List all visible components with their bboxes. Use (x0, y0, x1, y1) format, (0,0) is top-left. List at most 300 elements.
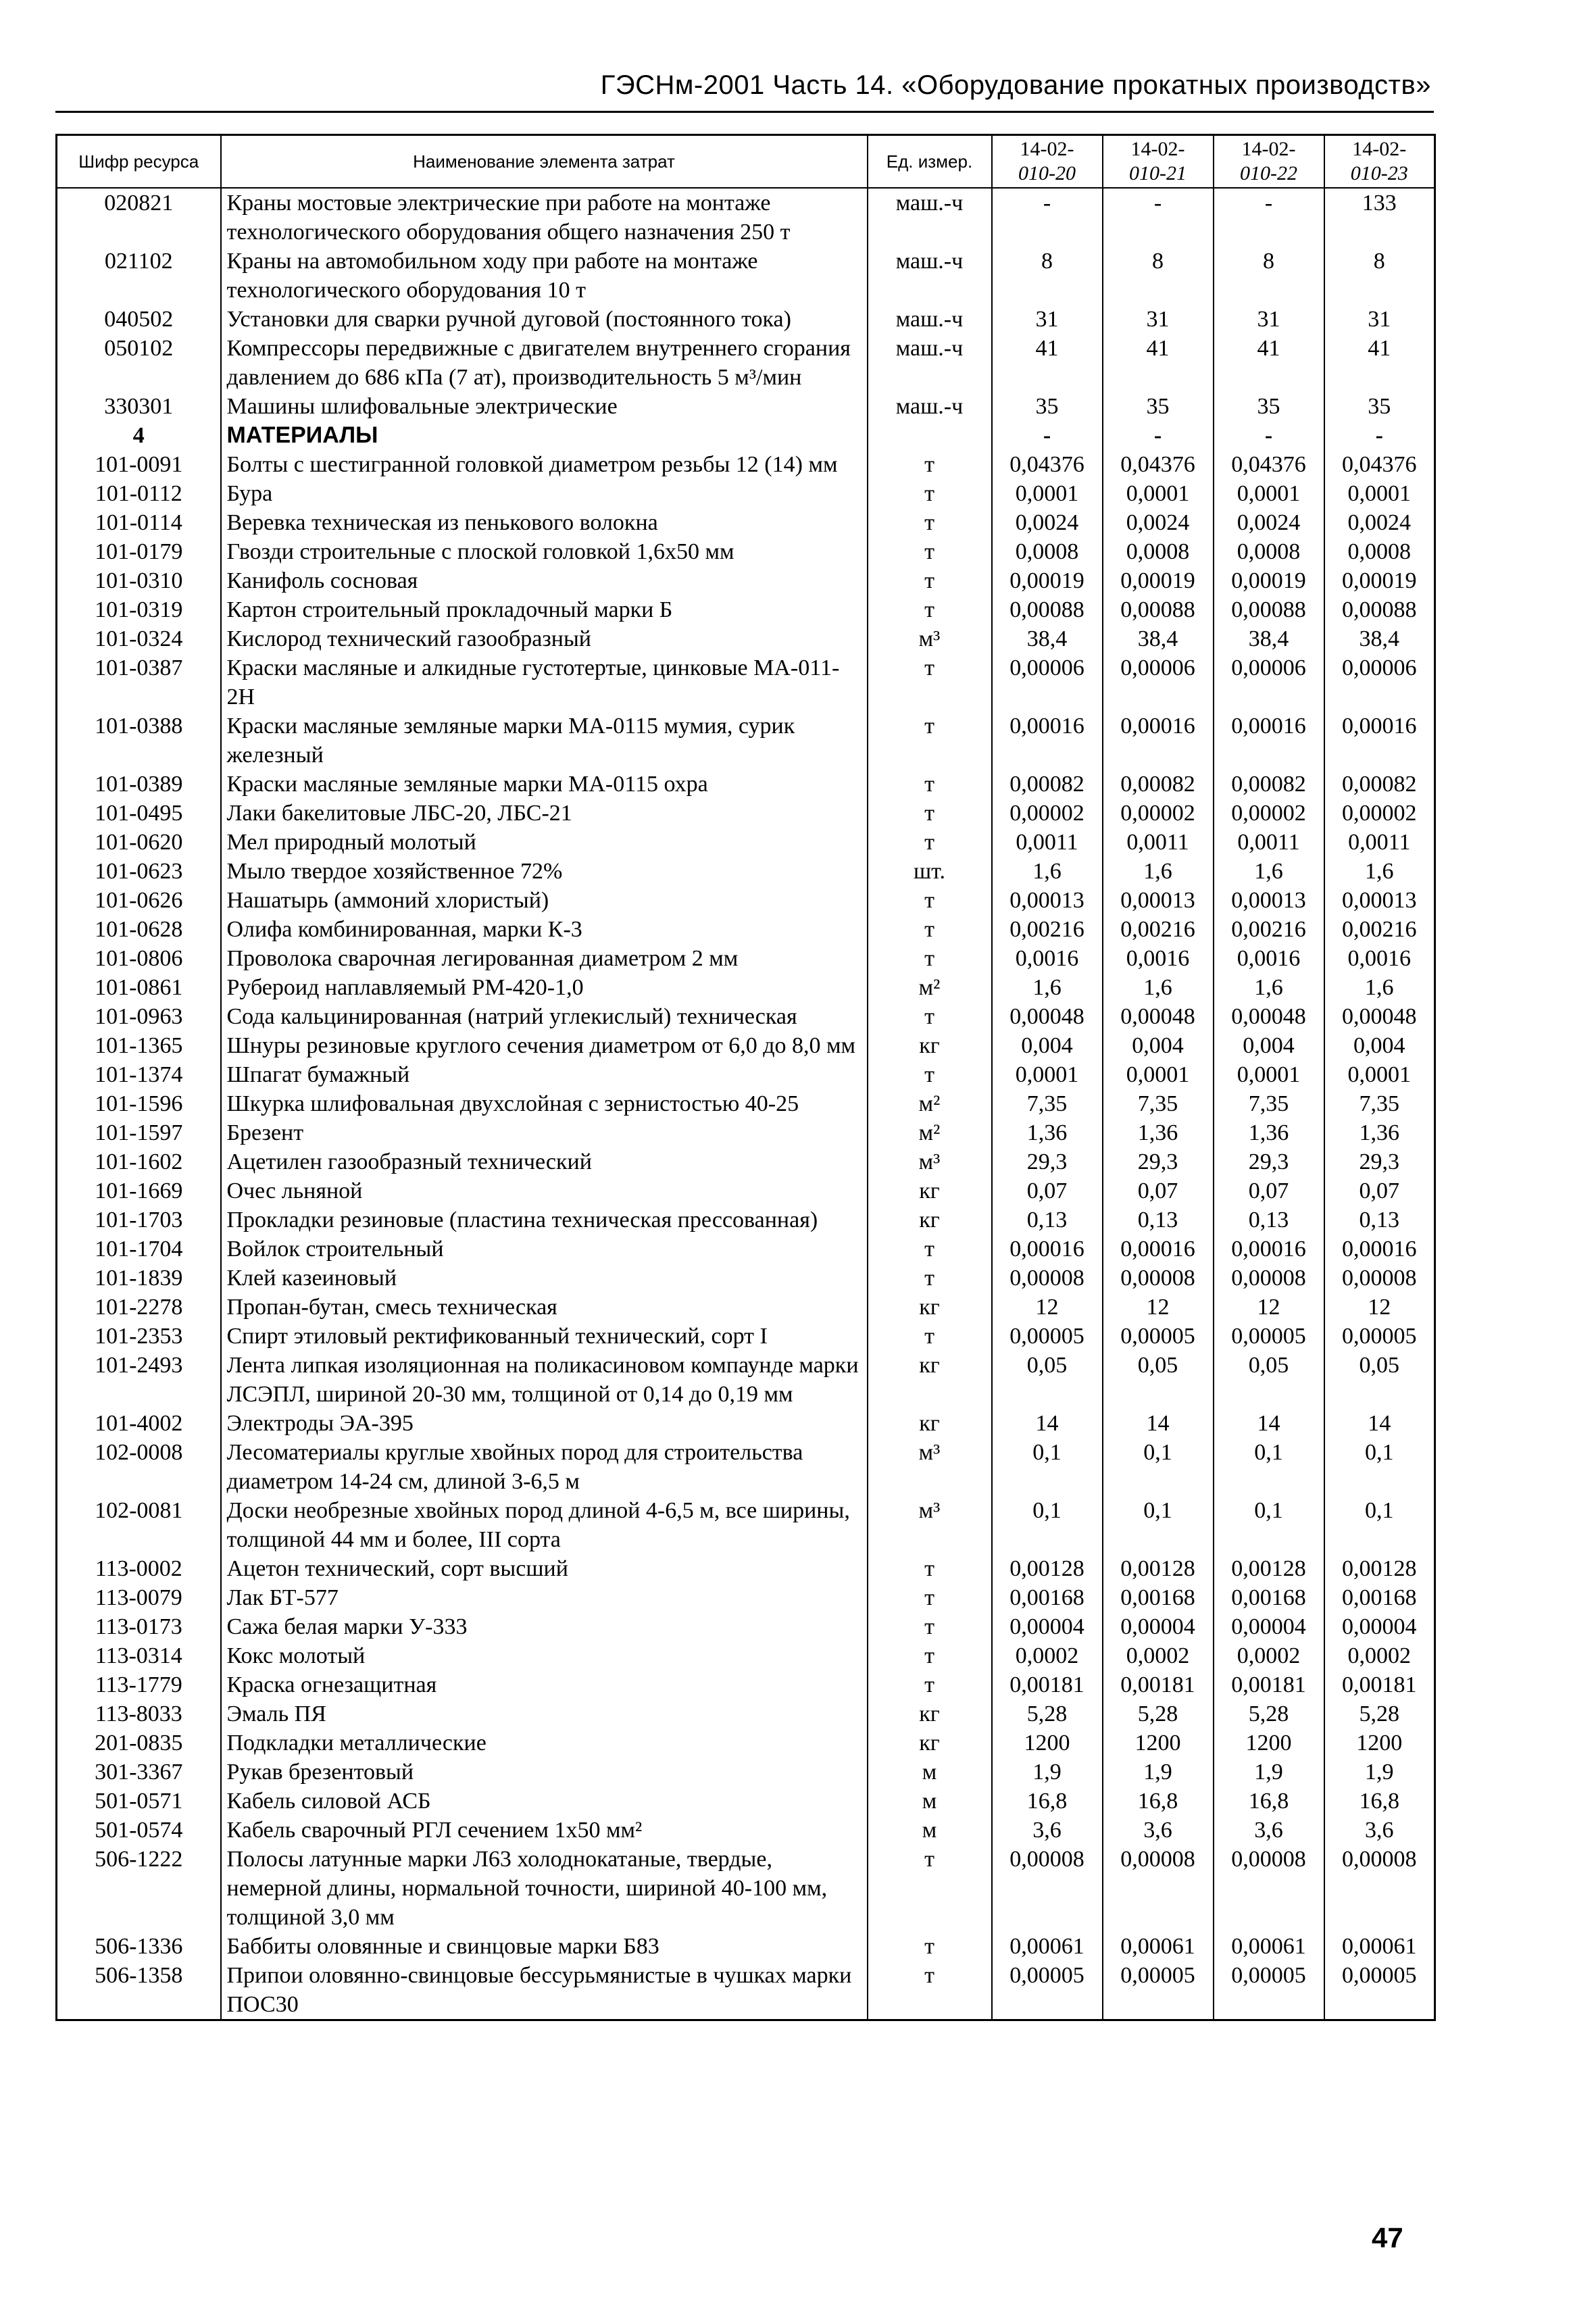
table-row (57, 305, 1435, 334)
cell-010-23: 0,0024 (1324, 508, 1435, 537)
table-row (57, 857, 1435, 886)
cell-010-20: 3,6 (992, 1816, 1103, 1845)
table-row (57, 595, 1435, 624)
cell-010-22: 0,00016 (1214, 1235, 1324, 1264)
cell-010-21: 0,00013 (1103, 886, 1214, 915)
cell-010-20: 0,004 (992, 1031, 1103, 1060)
cell-code: 101-0388 (57, 712, 221, 770)
cell-010-23: 0,1 (1324, 1438, 1435, 1496)
cell-010-22: 29,3 (1214, 1147, 1324, 1176)
cell-010-23: 0,0008 (1324, 537, 1435, 566)
table-row (57, 334, 1435, 392)
cell-010-23: 0,0001 (1324, 1060, 1435, 1089)
cell-010-20: 0,00019 (992, 566, 1103, 595)
cell-010-21: 1,36 (1103, 1118, 1214, 1147)
cell-010-21: 7,35 (1103, 1089, 1214, 1118)
cell-010-22: 3,6 (1214, 1816, 1324, 1845)
cell-010-22: 0,00082 (1214, 770, 1324, 799)
cell-code: 301-3367 (57, 1758, 221, 1787)
table-row (57, 653, 1435, 712)
cell-code: 101-0319 (57, 595, 221, 624)
table-row (57, 1438, 1435, 1496)
table-row (57, 624, 1435, 653)
cell-name: Краски масляные земляные марки МА-0115 охра (221, 770, 868, 799)
cell-010-20: 0,00082 (992, 770, 1103, 799)
cell-name: Лента липкая изоляционная на поликасиновом компаунде марки ЛСЭПЛ, шириной 20-30 мм, толщиной от 0,14 до 0,19 мм (221, 1351, 868, 1409)
table-row (57, 1728, 1435, 1758)
cell-010-21: 0,0001 (1103, 479, 1214, 508)
cell-010-22: 0,13 (1214, 1205, 1324, 1235)
cell-code: 020821 (57, 188, 221, 247)
cell-code: 101-0389 (57, 770, 221, 799)
cell-010-21: 0,04376 (1103, 450, 1214, 479)
cell-code: 101-0806 (57, 944, 221, 973)
cell-010-21: 0,0001 (1103, 1060, 1214, 1089)
cell-name: Болты с шестигранной головкой диаметром резьбы 12 (14) мм (221, 450, 868, 479)
cell-010-21: 0,00128 (1103, 1554, 1214, 1583)
cell-code: 101-1365 (57, 1031, 221, 1060)
cell-code: 101-1597 (57, 1118, 221, 1147)
cell-name: Эмаль ПЯ (221, 1699, 868, 1728)
table-row (57, 1699, 1435, 1728)
cell-name: Кабель сварочный РГЛ сечением 1х50 мм² (221, 1816, 868, 1845)
cell-code: 050102 (57, 334, 221, 392)
cell-code: 101-1703 (57, 1205, 221, 1235)
cell-code: 101-0179 (57, 537, 221, 566)
cell-010-23: 38,4 (1324, 624, 1435, 653)
cell-name: Краны мостовые электрические при работе на монтаже технологического оборудования общего назначения 250 т (221, 188, 868, 247)
cell-010-22: 0,0001 (1214, 1060, 1324, 1089)
cell-010-21: 0,00006 (1103, 653, 1214, 712)
cell-010-20: 16,8 (992, 1787, 1103, 1816)
cell-name: Краски масляные и алкидные густотертые, цинковые МА-011-2Н (221, 653, 868, 712)
cell-010-20: 0,00016 (992, 712, 1103, 770)
cell-010-23: 0,00006 (1324, 653, 1435, 712)
cell-010-23: 14 (1324, 1409, 1435, 1438)
cell-010-22: 0,0008 (1214, 537, 1324, 566)
cell-010-20: 0,1 (992, 1438, 1103, 1496)
cell-name: Кислород технический газообразный (221, 624, 868, 653)
cell-010-21: 0,00181 (1103, 1670, 1214, 1699)
cell-010-22: 1,6 (1214, 857, 1324, 886)
cell-name: Кабель силовой АСБ (221, 1787, 868, 1816)
cell-010-20: 0,00005 (992, 1961, 1103, 2020)
col-header-010-23: 14-02- 010-23 (1324, 135, 1435, 189)
cell-010-21: 0,00008 (1103, 1845, 1214, 1932)
cell-010-22: 0,00004 (1214, 1612, 1324, 1641)
cell-010-20: 0,05 (992, 1351, 1103, 1409)
table-row (57, 1060, 1435, 1089)
cell-010-20: 1,9 (992, 1758, 1103, 1787)
cell-010-23: 0,00181 (1324, 1670, 1435, 1699)
table-row (57, 1264, 1435, 1293)
cell-name: Электроды ЭА-395 (221, 1409, 868, 1438)
cell-unit: т (868, 1612, 992, 1641)
cell-010-23: 0,00088 (1324, 595, 1435, 624)
cell-010-22: 12 (1214, 1293, 1324, 1322)
cell-name: Компрессоры передвижные с двигателем внутреннего сгорания давлением до 686 кПа (7 ат), производительность 5 м³/мин (221, 334, 868, 392)
cell-code: 113-0173 (57, 1612, 221, 1641)
cell-code: 101-0620 (57, 828, 221, 857)
cell-unit: м (868, 1758, 992, 1787)
cell-010-22: 1,6 (1214, 973, 1324, 1002)
cell-010-21: 0,00216 (1103, 915, 1214, 944)
cell-010-22: 0,00005 (1214, 1322, 1324, 1351)
cell-name: Ацетилен газообразный технический (221, 1147, 868, 1176)
cell-code: 101-1839 (57, 1264, 221, 1293)
cell-010-23: 16,8 (1324, 1787, 1435, 1816)
section-row (57, 421, 1435, 450)
cell-010-23: 0,00016 (1324, 712, 1435, 770)
cell-010-23: 0,0002 (1324, 1641, 1435, 1670)
cell-010-23: 0,0011 (1324, 828, 1435, 857)
cell-code: 101-1596 (57, 1089, 221, 1118)
cell-010-21: 0,0016 (1103, 944, 1214, 973)
cell-name: Установки для сварки ручной дуговой (постоянного тока) (221, 305, 868, 334)
cell-010-21: 29,3 (1103, 1147, 1214, 1176)
cell-010-23: 0,0001 (1324, 479, 1435, 508)
table-row (57, 1205, 1435, 1235)
cell-010-22: 0,00005 (1214, 1961, 1324, 2020)
cell-010-21: 8 (1103, 247, 1214, 305)
cell-010-22: 31 (1214, 305, 1324, 334)
cell-010-20: 0,0024 (992, 508, 1103, 537)
cell-010-23: 0,05 (1324, 1351, 1435, 1409)
cell-010-20: 1,36 (992, 1118, 1103, 1147)
table-row (57, 508, 1435, 537)
cell-name: Рубероид наплавляемый РМ-420-1,0 (221, 973, 868, 1002)
cell-010-21: 0,00016 (1103, 712, 1214, 770)
cell-unit: м² (868, 1089, 992, 1118)
cell-unit: т (868, 1060, 992, 1089)
cell-010-20: 0,13 (992, 1205, 1103, 1235)
cell-unit: т (868, 1554, 992, 1583)
cell-010-22: 16,8 (1214, 1787, 1324, 1816)
table-row (57, 1816, 1435, 1845)
col-header-010-22: 14-02- 010-22 (1214, 135, 1324, 189)
cell-name: Подкладки металлические (221, 1728, 868, 1758)
cell-name: Веревка техническая из пенькового волокна (221, 508, 868, 537)
cell-010-21: 0,00048 (1103, 1002, 1214, 1031)
cell-code: 101-1704 (57, 1235, 221, 1264)
cell-code: 330301 (57, 392, 221, 421)
cell-010-22: 0,00048 (1214, 1002, 1324, 1031)
cell-name: Машины шлифовальные электрические (221, 392, 868, 421)
cell-010-21: 12 (1103, 1293, 1214, 1322)
cell-unit: т (868, 1670, 992, 1699)
cell-010-21: 38,4 (1103, 624, 1214, 653)
cell-010-23: 0,0016 (1324, 944, 1435, 973)
cell-010-23: 0,00013 (1324, 886, 1435, 915)
cell-010-20: 0,1 (992, 1496, 1103, 1554)
table-row (57, 1583, 1435, 1612)
cell-unit: кг (868, 1293, 992, 1322)
cell-010-21: 5,28 (1103, 1699, 1214, 1728)
cell-name: Бура (221, 479, 868, 508)
cell-010-21: 0,00005 (1103, 1322, 1214, 1351)
cell-unit: кг (868, 1205, 992, 1235)
cell-unit: т (868, 799, 992, 828)
table-row (57, 247, 1435, 305)
cell-name: Припои оловянно-свинцовые бессурьмянистые в чушках марки ПОС30 (221, 1961, 868, 2020)
cell-code: 101-1602 (57, 1147, 221, 1176)
cell-010-23: 1,6 (1324, 857, 1435, 886)
cell-010-20: 0,00088 (992, 595, 1103, 624)
cell-010-22: 14 (1214, 1409, 1324, 1438)
cell-unit: маш.-ч (868, 334, 992, 392)
cell-010-21: 31 (1103, 305, 1214, 334)
cell-010-23: 0,00005 (1324, 1961, 1435, 2020)
cell-010-21: 1200 (1103, 1728, 1214, 1758)
cell-010-20: 0,0011 (992, 828, 1103, 857)
cell-010-20: 1200 (992, 1728, 1103, 1758)
table-row (57, 537, 1435, 566)
cell-010-20: 0,0008 (992, 537, 1103, 566)
cell-010-20: 0,0016 (992, 944, 1103, 973)
table-row (57, 1409, 1435, 1438)
cell-unit: м³ (868, 1438, 992, 1496)
cell-010-23: 0,00002 (1324, 799, 1435, 828)
cell-010-22: 1,9 (1214, 1758, 1324, 1787)
cell-code: 501-0571 (57, 1787, 221, 1816)
cell-010-20: - (992, 188, 1103, 247)
table-row (57, 799, 1435, 828)
cell-code: 113-8033 (57, 1699, 221, 1728)
cell-name: Мел природный молотый (221, 828, 868, 857)
cell-010-20: 0,00168 (992, 1583, 1103, 1612)
cell-unit: т (868, 1264, 992, 1293)
cell-name: Шкурка шлифовальная двухслойная с зернистостью 40-25 (221, 1089, 868, 1118)
cell-010-21: 0,00082 (1103, 770, 1214, 799)
cell-010-20: 0,00016 (992, 1235, 1103, 1264)
cell-code: 101-0495 (57, 799, 221, 828)
table-row (57, 770, 1435, 799)
cell-name: Олифа комбинированная, марки К-3 (221, 915, 868, 944)
cell-010-20: 1,6 (992, 973, 1103, 1002)
cell-010-21: 0,0002 (1103, 1641, 1214, 1670)
cell-010-22: 1,36 (1214, 1118, 1324, 1147)
cell-010-22: - (1214, 421, 1324, 450)
cell-010-22: 0,0001 (1214, 479, 1324, 508)
cell-name: Полосы латунные марки Л63 холоднокатаные, твердые, немерной длины, нормальной точности, шириной 40-100 мм, толщиной 3,0 мм (221, 1845, 868, 1932)
cell-010-22: 0,00061 (1214, 1932, 1324, 1961)
cell-name: МАТЕРИАЛЫ (221, 421, 868, 450)
cell-010-20: 0,00002 (992, 799, 1103, 828)
cell-unit: т (868, 1961, 992, 2020)
cell-name: Спирт этиловый ректификованный технический, сорт I (221, 1322, 868, 1351)
table-row (57, 566, 1435, 595)
cell-unit: т (868, 886, 992, 915)
cell-010-21: 0,00004 (1103, 1612, 1214, 1641)
cell-010-21: 0,0011 (1103, 828, 1214, 857)
cell-010-20: 0,00008 (992, 1264, 1103, 1293)
cell-010-20: 14 (992, 1409, 1103, 1438)
table-row (57, 886, 1435, 915)
cell-010-20: 38,4 (992, 624, 1103, 653)
cell-010-20: 31 (992, 305, 1103, 334)
cell-name: Пропан-бутан, смесь техническая (221, 1293, 868, 1322)
table-row (57, 1293, 1435, 1322)
table-row (57, 188, 1435, 247)
cell-010-22: 0,00128 (1214, 1554, 1324, 1583)
cell-010-23: 0,13 (1324, 1205, 1435, 1235)
cell-010-20: 0,04376 (992, 450, 1103, 479)
cell-010-22: 0,00002 (1214, 799, 1324, 828)
cell-unit: кг (868, 1176, 992, 1205)
cell-code: 201-0835 (57, 1728, 221, 1758)
cell-name: Мыло твердое хозяйственное 72% (221, 857, 868, 886)
table-body (57, 188, 1435, 2020)
cell-unit: т (868, 828, 992, 857)
cell-010-23: 12 (1324, 1293, 1435, 1322)
cell-010-22: 0,00168 (1214, 1583, 1324, 1612)
cell-010-22: 0,0016 (1214, 944, 1324, 973)
cell-010-23: 35 (1324, 392, 1435, 421)
table-row (57, 1554, 1435, 1583)
cell-010-20: 0,00008 (992, 1845, 1103, 1932)
table-row (57, 712, 1435, 770)
cell-code: 101-1374 (57, 1060, 221, 1089)
cell-010-21: 0,1 (1103, 1438, 1214, 1496)
table-row (57, 1176, 1435, 1205)
cell-010-23: 0,00061 (1324, 1932, 1435, 1961)
cell-name: Доски необрезные хвойных пород длиной 4-6,5 м, все ширины, толщиной 44 мм и более, III сорта (221, 1496, 868, 1554)
cell-010-23: - (1324, 421, 1435, 450)
cell-name: Лак БТ-577 (221, 1583, 868, 1612)
cell-unit: т (868, 1641, 992, 1670)
cell-code: 101-2278 (57, 1293, 221, 1322)
cell-code: 101-0114 (57, 508, 221, 537)
cell-code: 101-4002 (57, 1409, 221, 1438)
cell-010-22: 41 (1214, 334, 1324, 392)
cell-name: Проволока сварочная легированная диаметром 2 мм (221, 944, 868, 973)
cell-unit: т (868, 595, 992, 624)
cell-name: Шпагат бумажный (221, 1060, 868, 1089)
cell-name: Гвозди строительные с плоской головкой 1,6х50 мм (221, 537, 868, 566)
cell-unit: м³ (868, 1496, 992, 1554)
table-row (57, 1351, 1435, 1409)
cell-010-20: 0,00006 (992, 653, 1103, 712)
cell-010-23: 1,36 (1324, 1118, 1435, 1147)
cell-010-22: 5,28 (1214, 1699, 1324, 1728)
header-divider (55, 111, 1434, 113)
cell-010-21: - (1103, 421, 1214, 450)
cell-code: 102-0008 (57, 1438, 221, 1496)
cell-010-22: 0,07 (1214, 1176, 1324, 1205)
cell-010-23: 0,00019 (1324, 566, 1435, 595)
cell-010-22: 0,0011 (1214, 828, 1324, 857)
table-row (57, 1147, 1435, 1176)
cell-unit: т (868, 1322, 992, 1351)
cell-010-20: 0,00061 (992, 1932, 1103, 1961)
cell-010-21: 1,6 (1103, 973, 1214, 1002)
cell-010-21: 0,00008 (1103, 1264, 1214, 1293)
cell-010-23: 1,6 (1324, 973, 1435, 1002)
cell-010-22: 0,004 (1214, 1031, 1324, 1060)
cell-010-20: 8 (992, 247, 1103, 305)
cell-010-21: 1,6 (1103, 857, 1214, 886)
col-header-010-20: 14-02- 010-20 (992, 135, 1103, 189)
cell-unit: т (868, 537, 992, 566)
cell-010-20: 0,00216 (992, 915, 1103, 944)
resource-table (55, 134, 1436, 2021)
cell-010-23: 8 (1324, 247, 1435, 305)
table-row (57, 1235, 1435, 1264)
cell-name: Краска огнезащитная (221, 1670, 868, 1699)
cell-010-20: 0,00128 (992, 1554, 1103, 1583)
cell-code: 101-0112 (57, 479, 221, 508)
cell-name: Шнуры резиновые круглого сечения диаметром от 6,0 до 8,0 мм (221, 1031, 868, 1060)
cell-code: 101-0861 (57, 973, 221, 1002)
table-row (57, 392, 1435, 421)
cell-unit: кг (868, 1728, 992, 1758)
cell-010-21: 0,00016 (1103, 1235, 1214, 1264)
cell-unit: т (868, 915, 992, 944)
cell-010-23: 0,00082 (1324, 770, 1435, 799)
cell-010-21: - (1103, 188, 1214, 247)
cell-unit (868, 421, 992, 450)
table-row (57, 1845, 1435, 1932)
cell-code: 101-2353 (57, 1322, 221, 1351)
cell-010-21: 0,0008 (1103, 537, 1214, 566)
cell-010-21: 0,00168 (1103, 1583, 1214, 1612)
cell-name: Сода кальцинированная (натрий углекислый) техническая (221, 1002, 868, 1031)
cell-010-20: 41 (992, 334, 1103, 392)
cell-010-20: 7,35 (992, 1089, 1103, 1118)
cell-code: 101-0310 (57, 566, 221, 595)
cell-name: Канифоль сосновая (221, 566, 868, 595)
cell-code: 101-0324 (57, 624, 221, 653)
col-header-unit: Ед. измер. (868, 135, 992, 189)
cell-unit: т (868, 1002, 992, 1031)
cell-code: 113-0002 (57, 1554, 221, 1583)
cell-name: Картон строительный прокладочный марки Б (221, 595, 868, 624)
cell-name: Прокладки резиновые (пластина техническая прессованная) (221, 1205, 868, 1235)
cell-name: Очес льняной (221, 1176, 868, 1205)
cell-010-21: 3,6 (1103, 1816, 1214, 1845)
cell-010-20: 0,00013 (992, 886, 1103, 915)
cell-unit: м³ (868, 624, 992, 653)
cell-unit: т (868, 479, 992, 508)
cell-010-23: 31 (1324, 305, 1435, 334)
cell-unit: т (868, 1235, 992, 1264)
cell-unit: т (868, 653, 992, 712)
table-row (57, 1932, 1435, 1961)
cell-010-22: 8 (1214, 247, 1324, 305)
cell-010-20: 1,6 (992, 857, 1103, 886)
cell-010-23: 0,00128 (1324, 1554, 1435, 1583)
table-row (57, 1031, 1435, 1060)
cell-010-22: 0,05 (1214, 1351, 1324, 1409)
cell-code: 113-0314 (57, 1641, 221, 1670)
cell-code: 101-0623 (57, 857, 221, 886)
cell-code: 101-0963 (57, 1002, 221, 1031)
cell-010-20: 0,0001 (992, 479, 1103, 508)
cell-unit: м³ (868, 1147, 992, 1176)
cell-010-22: 0,0002 (1214, 1641, 1324, 1670)
page-number: 47 (1372, 2222, 1403, 2254)
cell-unit: м (868, 1787, 992, 1816)
cell-010-22: 0,1 (1214, 1496, 1324, 1554)
cell-unit: м² (868, 973, 992, 1002)
cell-code: 501-0574 (57, 1816, 221, 1845)
cell-010-21: 0,1 (1103, 1496, 1214, 1554)
table-row (57, 1758, 1435, 1787)
cell-name: Рукав брезентовый (221, 1758, 868, 1787)
cell-010-20: 0,07 (992, 1176, 1103, 1205)
cell-010-20: 29,3 (992, 1147, 1103, 1176)
table-row (57, 450, 1435, 479)
